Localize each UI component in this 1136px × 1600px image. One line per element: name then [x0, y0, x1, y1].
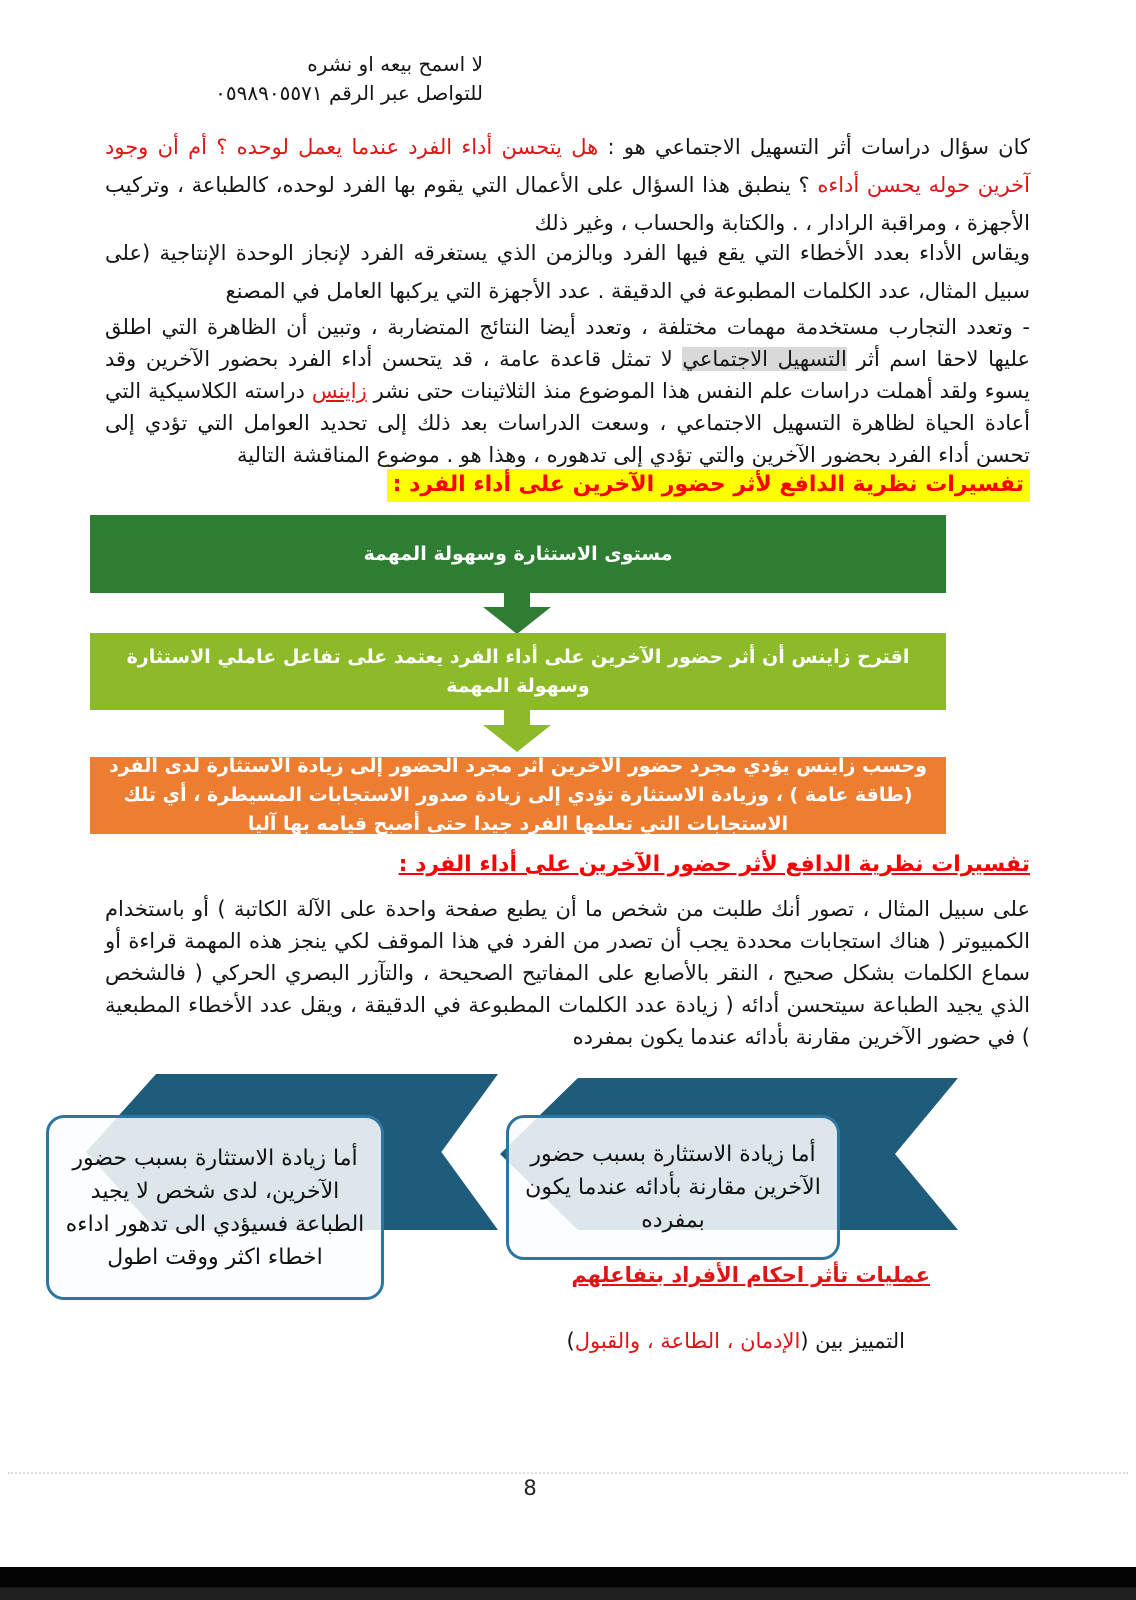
distinction-line [567, 1329, 905, 1353]
distinction-red: الإدمان ، الطاعة ، والقبول [574, 1329, 801, 1353]
p1-black1: كان سؤال دراسات أثر التسهيل الاجتماعي هو : [598, 135, 1030, 159]
p1-red-question: هل يتحسن أداء الفرد عندما يعمل لوحده ؟ أم أن وجود آخرين حوله يحسن أداءه [105, 135, 1030, 197]
down-arrow-icon [483, 592, 551, 634]
down-arrow-icon [483, 710, 551, 752]
zajonc-link[interactable]: زاينس [311, 379, 367, 403]
heading-motive-theory-highlighted: تفسيرات نظرية الدافع لأثر حضور الآخرين على أداء الفرد : [387, 469, 1030, 502]
arrow-head [483, 607, 551, 634]
heading-judgment-processes: عمليات تأثر احكام الأفراد بتفاعلهم [571, 1263, 930, 1287]
paragraph-experiments [105, 311, 1030, 471]
paragraph-typing-example: على سبيل المثال ، تصور أنك طلبت من شخص ما أن يطبع صفحة واحدة على الآلة الكاتبة ) أو باستخدام الكمبيوتر ( هناك استجابات محددة يجب أن تصدر من الفرد في هذا الموقف لكي ينجز هذه المهمة قراءة أو سماع الكلمات بشكل صحيح ، النقر بالأصابع على المفاتيح الصحيحة ، والتآزر البصري الحركي ( فالشخص الذي يجيد الطباعة سيتحسن أدائه ( زيادة عدد الكلمات المطبوعة في الدقيقة ، ويقل عدد الأخطاء المطبعية ) في حضور الآخرين مقارنة بأدائه عندما يكون بمفرده [105, 897, 1030, 1049]
paragraph-performance-measure: ويقاس الأداء بعدد الأخطاء التي يقع فيها الفرد وبالزمن الذي يستغرقه الفرد لإنجاز الوحدة الإنتاجية (على سبيل المثال، عدد الكلمات المطبوعة في الدقيقة . عدد الأجهزة التي يركبها العامل في المصنع [105, 241, 1030, 303]
callout-poor-typist: أما زيادة الاستثارة بسبب حضور الآخرين، لدى شخص لا يجيد الطباعة فسيؤدي الى تدهور اداءه اخطاء اكثر ووقت اطول [46, 1115, 384, 1300]
flowchart-box-zajonc-proposal: اقترح زاينس أن أثر حضور الآخرين على أداء الفرد يعتمد على تفاعل عاملي الاستثارة وسهولة المهمة [90, 633, 946, 710]
distinction-black1: التمييز بين ( [800, 1329, 905, 1353]
footer-divider [8, 1472, 1128, 1474]
heading-motive-theory-underlined: تفسيرات نظرية الدافع لأثر حضور الآخرين على أداء الفرد : [398, 852, 1030, 877]
arrow-head [483, 725, 551, 752]
header-note-line2: للتواصل عبر الرقم ٠٥٩٨٩٠٥٥٧١ [215, 81, 483, 105]
flowchart-box-arousal-level: مستوى الاستثارة وسهولة المهمة [90, 515, 946, 593]
p3-highlight-social-facilitation: التسهيل الاجتماعي [682, 347, 847, 371]
p3-black2: لا تمثل قاعدة عامة ، قد يتحسن أداء الفرد بحضور الآخرين وقد يسوء ولقد أهملت دراسات علم النفس هذا الموضوع منذ الثلاثينات حتى نشر [105, 347, 1030, 403]
header-note-line1: لا اسمح بيعه او نشره [307, 52, 483, 76]
bottom-black-bar [0, 1567, 1136, 1600]
flowchart-box-dominant-responses: وحسب زاينس يؤدي مجرد حضور الآخرين أثر مجرد الحضور إلى زيادة الاستثارة لدى الفرد (طاقة عامة ) ، وزيادة الاستثارة تؤدي إلى زيادة صدور الاستجابات المسيطرة ، أي تلك الاستجابات التي تعلمها الفرد جيدا حتى أصبح قيامه بها آليا [90, 757, 946, 834]
paragraph-question [105, 128, 1030, 242]
callout-alone-comparison: أما زيادة الاستثارة بسبب حضور الآخرين مقارنة بأدائه عندما يكون بمفرده [506, 1115, 840, 1260]
distinction-black2: ) [566, 1329, 575, 1353]
p3-black1: - وتعدد التجارب مستخدمة مهمات مختلفة ، وتعدد أيضا النتائج المتضاربة ، وتبين أن الظاهرة التي اطلق عليها لاحقا اسم أثر [105, 315, 1030, 371]
header-note [215, 50, 483, 108]
p3-black3: دراسته الكلاسيكية التي أعادة الحياة لظاهرة التسهيل الاجتماعي ، وسعت الدراسات بعد ذلك إلى تحديد العوامل التي تؤدي إلى تحسن أداء الفرد بحضور الآخرين والتي تؤدي إلى تدهوره ، وهذا هو . موضوع المناقشة التالية [105, 379, 1030, 467]
arrow-shaft [504, 710, 530, 725]
page-number: 8 [523, 1476, 537, 1500]
arrow-shaft [504, 592, 530, 607]
p1-black2: ؟ ينطبق هذا السؤال على الأعمال التي يقوم بها الفرد لوحده، كالطباعة ، وتركيب الأجهزة ، ومراقبة الرادار ، . والكتابة والحساب ، وغير ذلك [105, 173, 1030, 235]
